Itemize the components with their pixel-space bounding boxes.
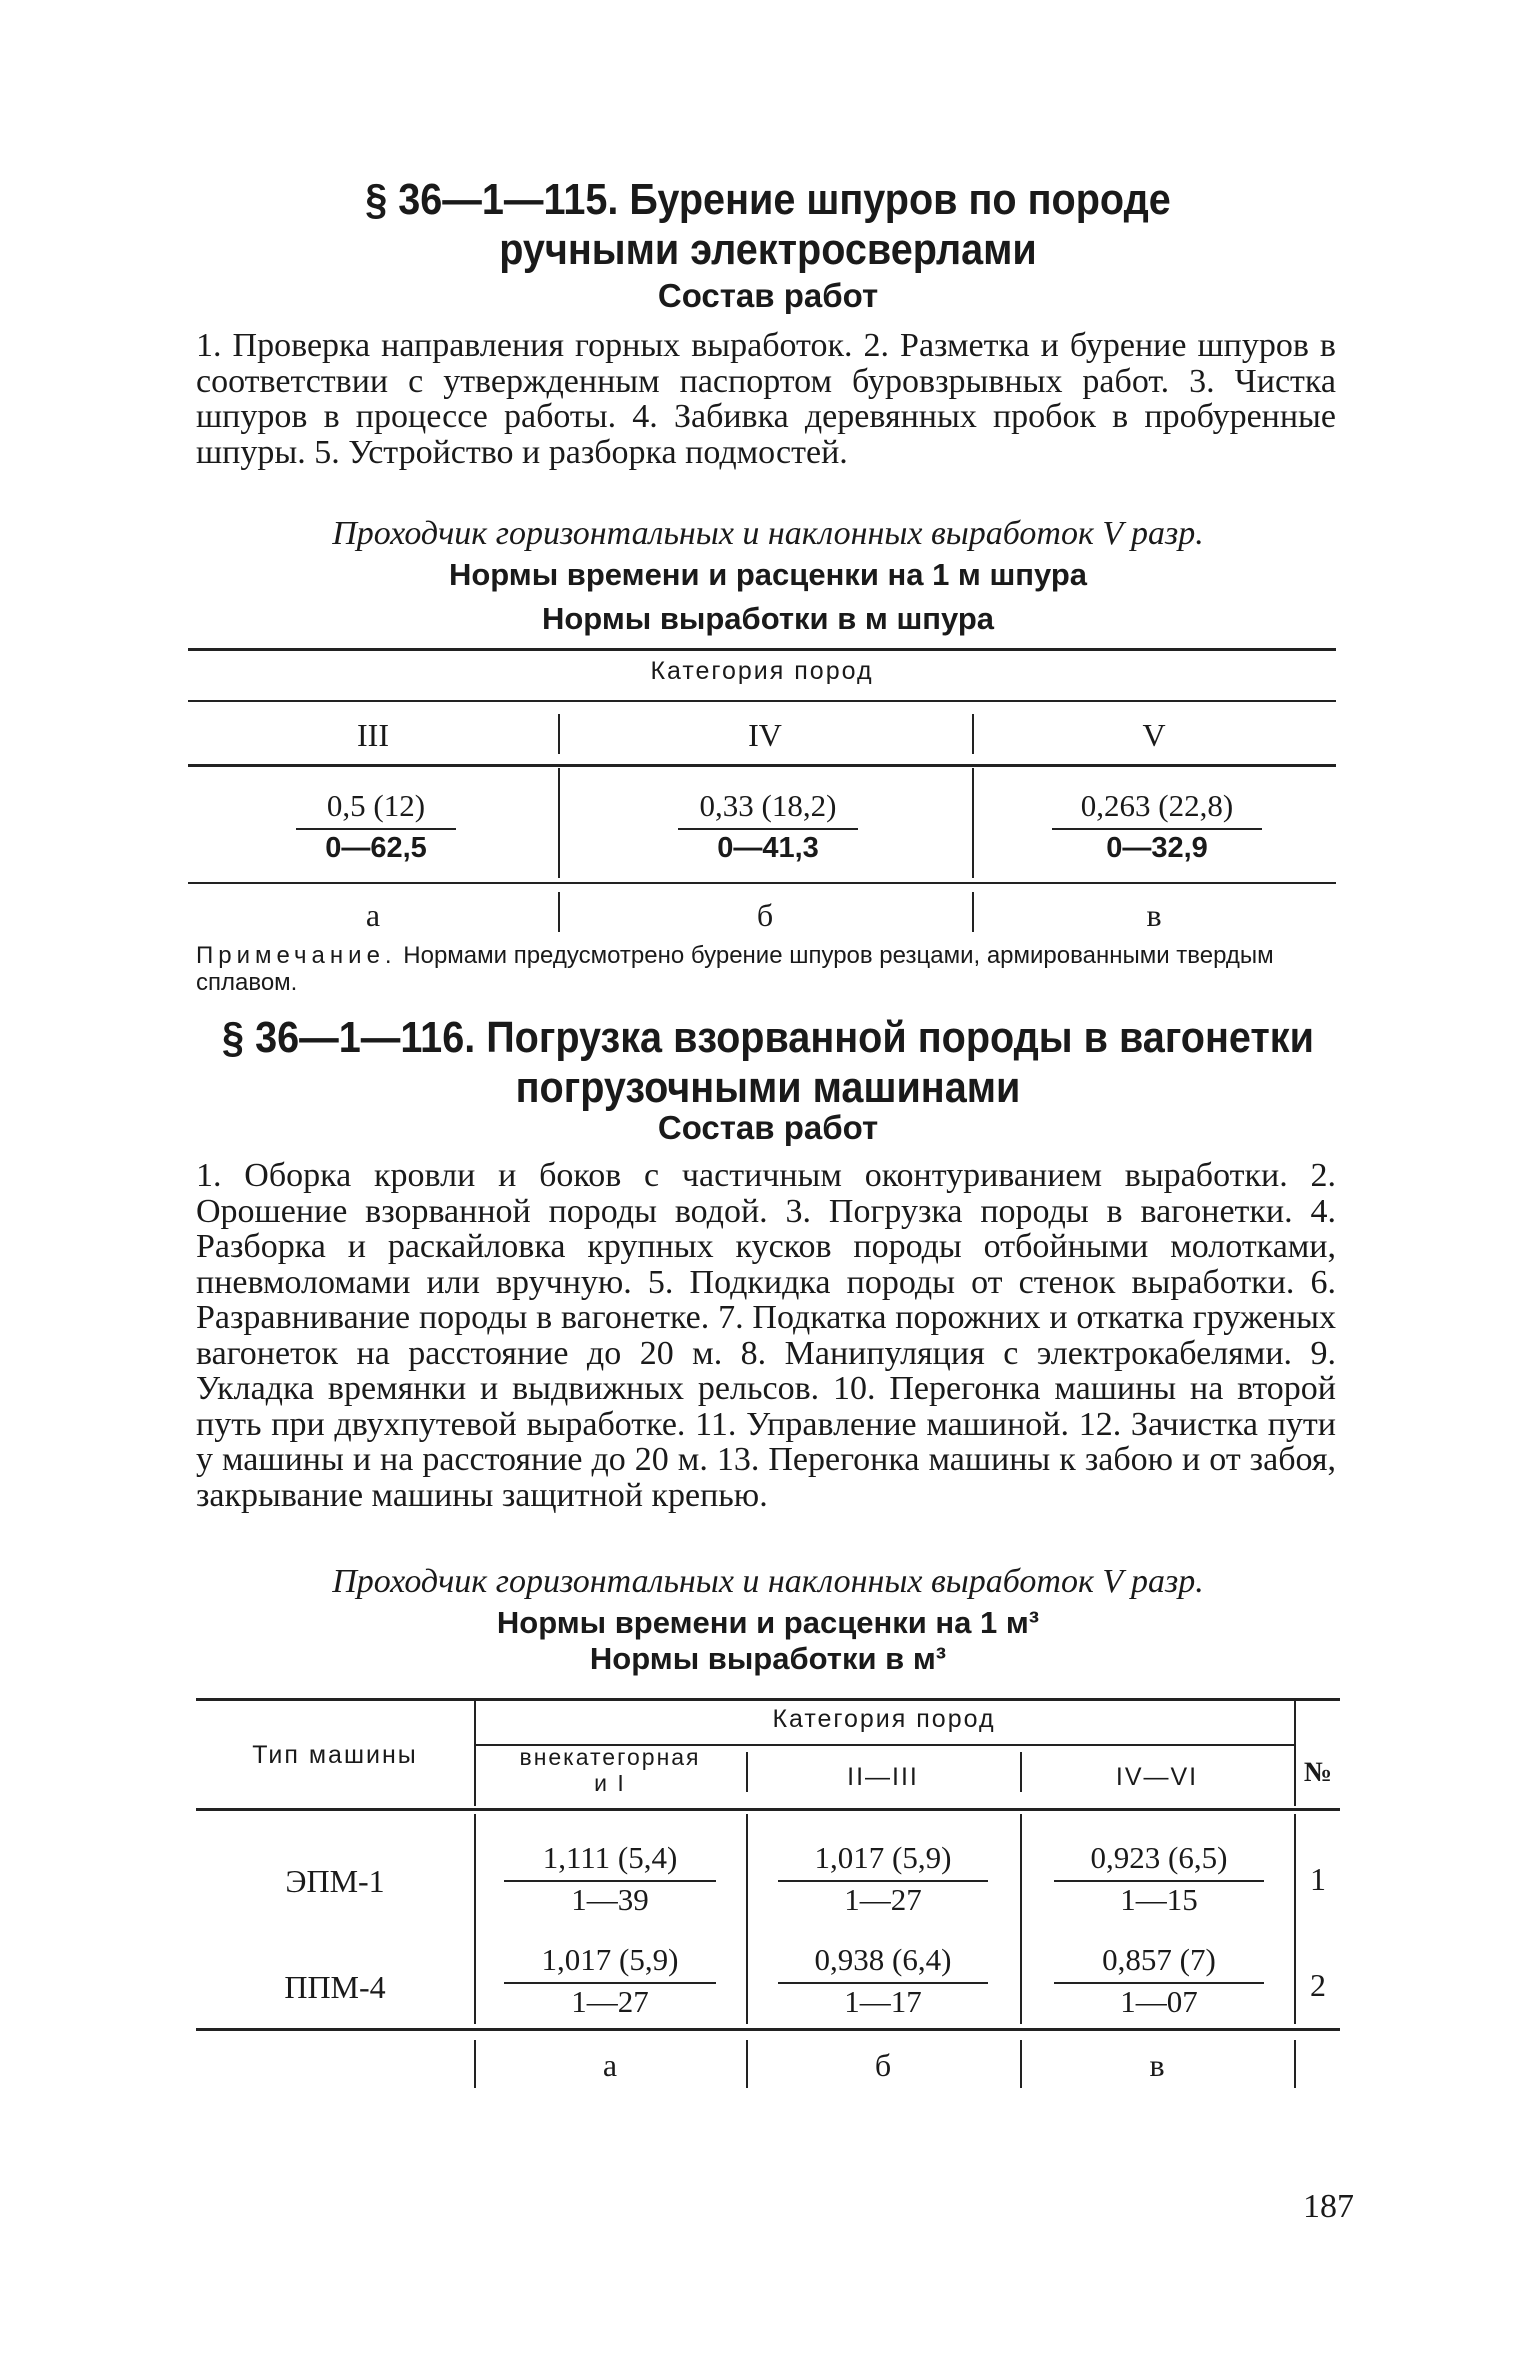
table-116-col-letter: в [1149,2047,1165,2083]
table-116-divider [1020,1814,1022,2024]
table-115-col-letter: в [1146,897,1162,933]
col1-header-line2: и I [594,1770,626,1796]
table-115-rule [188,700,1336,702]
table-115-group-header: Категория пород [650,657,874,685]
table-116-value-bottom: 1—15 [1054,1880,1264,1918]
table-116-machine-header: Тип машины [252,1741,418,1769]
section-116-title-line1: § 36—1—116. Погрузка взорванной породы в вагонетки [222,1013,1314,1062]
table-116-value-top: 0,923 (6,5) [1090,1840,1228,1875]
table-116-divider [474,1814,476,2024]
section-116-norms-line1: Нормы времени и расценки на 1 м³ [496,1605,1040,1640]
section-116-norms-line2: Нормы выработки в м³ [589,1641,947,1676]
section-115-title-line2: ручными электросверлами [499,225,1037,274]
table-116-row-num: 2 [1310,1967,1326,2003]
note-text: Нормами предусмотрено бурение шпуров резцами, армированными твердым сплавом. [196,942,1274,996]
table-116-col2-header: II—III [847,1763,919,1791]
table-115-value-top: 0,263 (22,8) [1080,788,1234,823]
table-116-value-top: 1,017 (5,9) [814,1840,952,1875]
table-115-col-header: IV [748,717,782,753]
table-116-rule [196,1808,1340,1811]
section-115-norms-line2: Нормы выработки в м шпура [541,601,995,636]
table-116-value-top: 1,017 (5,9) [541,1942,679,1977]
table-116-divider [746,1814,748,2024]
table-116-value-top: 0,938 (6,4) [814,1942,952,1977]
table-115-col-letter: а [365,897,381,933]
table-115-value-top: 0,33 (18,2) [699,788,837,823]
section-115-title-line1: § 36—1—115. Бурение шпуров по породе [365,175,1171,224]
table-115-value-top: 0,5 (12) [326,788,426,823]
table-115-value-bottom: 0—32,9 [1052,828,1262,866]
table-116-value-bottom: 1—27 [778,1880,988,1918]
section-116-worker: Проходчик горизонтальных и наклонных выработок V разр. [332,1563,1204,1600]
section-116-composition-heading: Состав работ [657,1109,879,1146]
table-115-value-bottom: 0—41,3 [678,828,858,866]
table-116-bottom-rule [196,2028,1340,2031]
table-116-value-bottom: 1—07 [1054,1982,1264,2020]
table-116-value-top: 0,857 (7) [1102,1942,1216,1977]
table-116-group-header: Категория пород [772,1705,996,1733]
section-116-works-text: 1. Оборка кровли и боков с частичным оконтуриванием выработки. 2. Орошение взорванной породы водой. 3. Погрузка породы в вагонетки. 4. Разборка и раскайловка крупных кусков породы отбойными молотками, пневмоломами или вручную. 5. Подкидка породы от стенок выработки. 6. Разравнивание породы в вагонетке. 7. Подкатка порожних и откатка груженых вагонеток на расстояние до 20 м. 8. Манипуляция с электрокабелями. 9. Укладка времянки и выдвижных рельсов. 10. Перегонка машины на второй путь при двухпутевой выработке. 11. Управление машиной. 12. Зачистка пути у машины и на расстояние до 20 м. 13. Перегонка машины к забою и от забоя, закрывание машины защитной крепью. [196,1157,1336,1514]
table-115-col-header: V [1142,717,1166,753]
table-116-machine: ЭПМ-1 [285,1863,385,1899]
note-label: Примечание. [196,942,397,969]
table-115-bottom-rule [188,882,1336,884]
table-116-value-top: 1,111 (5,4) [542,1840,678,1875]
table-116-col-letter: б [874,2047,892,2083]
table-115-value-bottom: 0—62,5 [296,828,456,866]
table-116-value-bottom: 1—39 [504,1880,716,1918]
section-115-works-text: 1. Проверка направления горных выработок. 2. Разметка и бурение шпуров в соответствии с утвержденным паспортом буровзрывных работ. 3. Чистка шпуров в процессе работы. 4. Забивка деревянных пробок в пробуренные шпуры. 5. Устройство и разборка подмостей. [196,327,1336,471]
table-116-col3-header: IV—VI [1115,1763,1199,1791]
table-116-col1-header [474,1744,746,1796]
table-115-rule [188,764,1336,767]
table-116-value-bottom: 1—17 [778,1982,988,2020]
table-116-col-letter: а [602,2047,618,2083]
table-116-divider [1294,2040,1296,2088]
page-number: 187 [1303,2188,1354,2225]
col1-header-line1: внекатегорная [519,1744,701,1770]
table-116-num-header: № [1303,1757,1333,1788]
section-115-note [196,942,1336,996]
section-115-norms-line1: Нормы времени и расценки на 1 м шпура [448,557,1088,592]
table-116-machine: ППМ-4 [284,1969,386,2005]
table-116-value-bottom: 1—27 [504,1982,716,2020]
table-115-col-letter: б [756,897,774,933]
table-115-col-header: III [357,717,389,753]
section-116-title-line2: погрузочными машинами [515,1063,1021,1112]
section-115-worker: Проходчик горизонтальных и наклонных выработок V разр. [332,515,1204,552]
section-115-composition-heading: Состав работ [657,277,879,314]
table-115-divider [558,768,560,878]
table-116-row-num: 1 [1310,1861,1326,1897]
table-115-top-rule [188,648,1336,651]
table-115-divider [972,768,974,878]
